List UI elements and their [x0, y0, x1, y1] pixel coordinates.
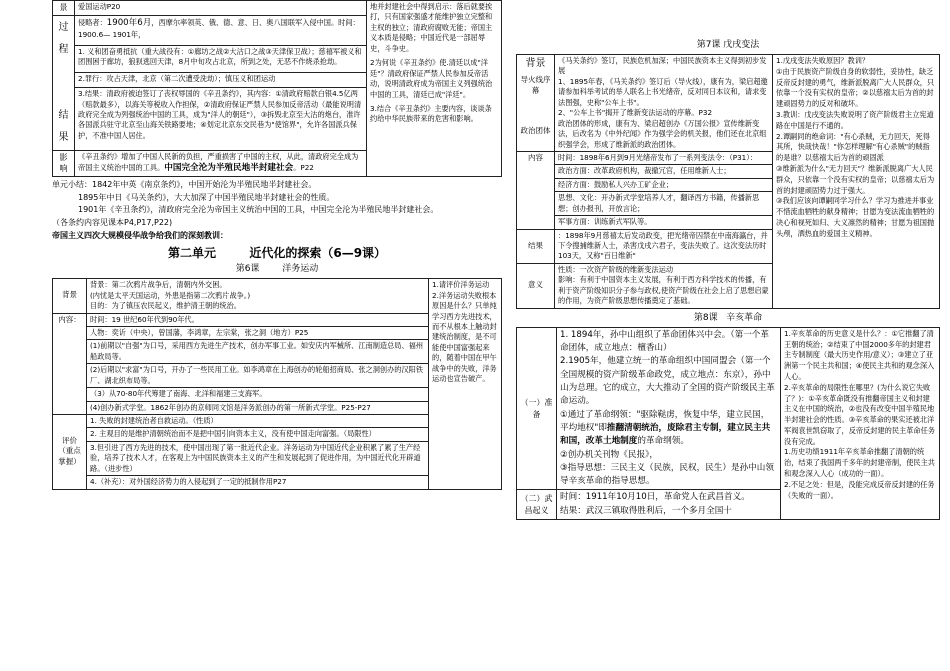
yw-bg-2: (内忧是太平天国运动，外患是指第二次鸦片战争。): [90, 290, 251, 300]
xh-prep-4: ②创办机关刊物《民报》，: [560, 449, 658, 460]
process-result-labels: [53, 15, 75, 150]
reflection-column: [367, 1, 502, 177]
wx-seq-1: 1、1895年春，《马关条约》签订后（导火线），康有为，梁启超邀请参加科举考试的举人联名上书光绪帝，反对同日本议和，请求变法图强，史称"公车上书"。: [558, 76, 768, 107]
wx-content-3: 思想、文化：开办新式学堂培养人才，翻译西方书籍，传播新思想；创办报刊，开放言论；: [555, 192, 772, 216]
wx-content-label: 内容: [517, 151, 555, 229]
summary-line-2: 1895年中日《马关条约》，大大加深了中国半殖民地半封建社会的性质。: [78, 192, 335, 202]
wx-result: ：1898年9月慈禧太后发动政变，把光绪帝囚禁在中南海瀛台，并下令搜捕维新人士，杀害戊戌六君子，变法失败了。这次变法历时103天，又称"百日维新": [555, 229, 773, 263]
westernization-table: [52, 278, 502, 489]
yw-background-cell: [87, 279, 429, 313]
yw-content-cell: [87, 313, 429, 415]
xh-uprising-time: 时间：1911年10月10日，革命党人在武昌首义。: [560, 492, 750, 503]
wx-sequence-label: 导火线序幕: [520, 74, 551, 96]
invaders-cell: [75, 15, 367, 45]
wx-seq-2: 2、"公车上书"揭开了维新变法运动的序幕。P32: [558, 108, 713, 118]
process-1: 1. 义和团奋勇抵抗（重大战役有：①廊坊之战②大沽口之战③天津保卫战）；慈禧军被义和团围困于廊坊，狼狈逃回天津，8月中旬攻占北京，所到之处，无恶不作烧杀抢劫。: [75, 45, 367, 72]
yw-background-label: 背景: [53, 279, 87, 313]
wx-org: 政治团体的形成，康有为、梁启超创办《万国公报》宣传维新变法，后改名为《中外纪闻》作为强学会的机关报，他们还在北京组织强学会，形成了维新派的政治团体。: [558, 118, 767, 149]
wx-background-label: 背景: [525, 58, 546, 70]
yw-bg-3: 目的：为了镇压农民起义，维护清王朝的统治。: [90, 301, 241, 311]
summary-line-1: 单元小结：1842年中英《南京条约》，中国开始沦为半殖民地半封建社会。: [52, 179, 317, 189]
impact-label: 影响: [53, 150, 75, 176]
wx-content-2: 经济方面：鼓励私人兴办工矿企业；: [555, 178, 772, 191]
background-label: 景: [53, 1, 75, 16]
yw-content-people: 人物：奕䜣（中央），曾国藩，李鸿章，左宗棠，张之洞（地方）P25: [87, 326, 428, 339]
invaders-prefix: 侵略者：: [78, 17, 107, 27]
yw-side-questions: 1.请评价洋务运动 2.洋务运动失败根本原因是什么？只单纯学习西方先进技术，而不从根本上触动封建统治制度，是不可能使中国富强起来的，随着中国在甲午战争中的失败，洋务运动也宣告破产。: [429, 279, 502, 489]
reform-table: [516, 54, 940, 309]
unit-title: 第二单元 近代化的探索（6—9课）: [167, 245, 387, 260]
impact-text: 《辛丑条约》增加了中国人民新的负担，严重损害了中国的主权，从此，清政府完全成为帝国主义统治中国的工具。: [78, 151, 359, 173]
reflection-1: 地并封建社会中得到启示：落后就要挨打，只有国家强盛才能维护独立完整和主权的独立；清政府腐败无能；帝国主义本质是侵略；中国近代是一部屈辱史，斗争史。: [370, 2, 493, 53]
result-label: 结果: [58, 109, 69, 143]
boxer-eight-nation-table: [52, 0, 502, 177]
wx-content-time: 时间：1898年6月到9月光绪帝发布了一系列变法令：（P31）：: [555, 152, 772, 165]
impact-tail: 。P22: [293, 163, 314, 173]
invaders-rest: ，西摩尔率领英、俄、德、意、日、奥八国联军入侵中国。时间：1900.6— 1901年，: [78, 17, 360, 39]
wx-org-label: 政治团体: [520, 125, 551, 135]
xh-side-questions: 1.辛亥革命的历史意义是什么？：①它推翻了清王朝的统治；②结束了中国2000多年的封建君主专制制度（最大历史作用/意义）；③建立了亚洲第一个民主共和国；④使民主共和的观念深入人心。 2.辛亥革命的局限性在哪里？(为什么说它失败了？)：①辛亥革命既没有推翻帝国主义和封建主义在中国的统治，②也没有改变中国半殖民地半封建社会的性质。③辛亥革命的果实还被北洋军阀袁世凯窃取了，反帝反封建的民主革命任务没有完成。 1.历史功绩1911年辛亥革命推翻了清朝的统治，结束了我国两千多年的封建帝制，使民主共和观念深入人心（成功的一面）。 2.不足之处：但是，没能完成反帝反封建的任务（失败的一面）。: [781, 327, 940, 519]
yw-content-2: (2)后期以"求富"为口号，开办了一些民用工业。如李鸿章在上海创办的轮船招商局、张之洞创办的汉阳铁厂、湖北织布局等。: [87, 364, 428, 388]
yw-eval-4: 4.（补充）：对外国经济势力的入侵起到了一定的抵制作用P27: [87, 476, 428, 489]
lesson-6-title: 第6课 洋务运动: [235, 264, 319, 275]
wx-meaning-2: 影响：有利于中国资本主义发展，有利于西方科学技术的传播，有利于资产阶级知识分子参与政权,使资产阶级在社会上启了思想启蒙的作用，为资产阶级思想传播奠定了基础。: [558, 275, 769, 306]
xh-program-tail: 的革命纲领。: [637, 436, 689, 447]
wx-labels: [517, 55, 555, 152]
process-label: 过程: [58, 21, 69, 55]
xh-uprising-label: （二）武昌起义: [517, 490, 557, 520]
xh-prep-2: 2.1905年，他建立统一的革命组织中国同盟会（第一个全国规模的资产阶级革命政党，成立地点：东京），孙中山为总理。它的成立，大大推动了全国的资产阶级民主革命运动。: [560, 356, 775, 407]
process-3: 3.结果：清政府被迫签订了丧权辱国的《辛丑条约》，其内容：①清政府赔款白银4.5亿两（赔款最多），以海关等税收入作担保，②清政府保证严禁人民参加反帝活动（最能说明清政府完全成为列强统治中国的工具，成为"洋人的朝廷"），③拆毁北京至大沽的炮台，准许各国派兵驻守北京至山海关铁路要地；④划定北京东交民巷为"使馆界"，允许各国派兵保护，不准中国人居住。: [75, 88, 367, 151]
summary-line-4: （各条约内容见课本P4,P17,P22): [52, 218, 173, 228]
background-text: 爱国运动P20: [75, 1, 367, 16]
reflection-2: 2为何说《辛丑条约》使.清廷以成"洋廷"？清政府保证严禁人民参加反帝活动，说明清政府成为帝国主义列强统治中国的工具，清廷已成"洋廷"。: [370, 58, 493, 99]
reflection-3: 3.结合《辛丑条约》主要内容，谈谈条约给中华民族带来的危害和影响。: [370, 103, 492, 124]
yw-content-3: （3）从70-80年代筹建了南海、北洋和福建三支海军。: [87, 388, 428, 401]
xh-prep-3: [560, 409, 777, 449]
lesson-7-title: 第7课 戊戌变法: [696, 40, 760, 50]
xh-prep-label: （一）准备: [517, 327, 557, 490]
xh-uprising-result: 结果：武汉三镇取得胜利后，一个多月全国十: [560, 505, 732, 516]
xh-program-bold: 推翻清朝统治，废除君主专制，建立民主共和国，改革土地制度: [560, 422, 771, 447]
wx-meaning-cell: [555, 263, 773, 308]
xh-prep-cell: [557, 327, 781, 490]
yw-eval-label: 评价（重点掌握）: [53, 415, 87, 490]
wx-bg: 《马关条约》签订，民族危机加深；中国民族资本主义得到初步发展: [558, 56, 767, 76]
yw-eval-cell: [87, 415, 429, 490]
wx-content-cell: [555, 151, 773, 229]
xh-prep-1: 1. 1894年，孙中山组织了革命团体兴中会。（第一个革命团体，成立地点：檀香山）: [560, 329, 769, 354]
unit-summary: [52, 179, 502, 243]
yw-eval-3: 3.但引进了西方先进的技术，使中国出现了第一批近代企业。洋务运动为中国近代企业积累了累了生产经验，培养了技术人才，在客观上为中国民族资本主义的产生和发展起到了促进作用，为中国近代化开辟道路。（进步性）: [87, 441, 428, 475]
wx-meaning-1: 性质：一次资产阶级的维新变法运动: [558, 264, 674, 274]
lesson-8-title: 第8课 辛亥革命: [693, 312, 763, 323]
impact-bold: 中国完全沦为半殖民地半封建社会: [164, 163, 294, 174]
right-page: [516, 36, 940, 520]
impact-cell: [75, 150, 367, 176]
wx-result-label: 结果: [517, 229, 555, 263]
summary-line-3: 1901年《辛丑条约》，清政府完全沦为帝国主义统治中国的工具，中国完全沦为半殖民地半封建社会。: [78, 205, 439, 215]
xh-program-quote: ①通过了革命纲领："驱除鞑虏，恢复中华，建立民国，平均地权"即: [560, 409, 770, 433]
yw-content-1: (1)前期以"自强"为口号，采用西方先进生产技术，创办军事工业。如安庆内军械所、江南制造总局、福州船政局等。: [87, 340, 428, 364]
left-page: [52, 0, 502, 490]
invaders-year: 1900年6月: [106, 17, 152, 28]
wx-background-cell: [555, 55, 773, 152]
yw-content-4: (4)创办新式学堂。1862年创办的京师同文馆是洋务派创办的第一所新式学堂。P25-P27: [87, 401, 428, 414]
yw-bg-1: 背景：第二次鸦片战争后，清朝内外交困。: [90, 280, 227, 290]
xh-prep-5: ③指导思想：三民主义（民族，民权，民生）是孙中山领导辛亥革命的指导思想。: [560, 462, 774, 487]
lessons-heading: 帝国主义四次大规模侵华战争给我们的深刻教训：: [52, 230, 228, 240]
revolution-table: [516, 327, 940, 520]
process-2: 2.罪行：攻占天津，北京（第二次遭受洗劫）；慎压义和团运动: [75, 72, 367, 87]
yw-content-time: 时间：19 世纪60年代到90年代。: [87, 314, 428, 327]
wx-side-questions: 1.戊戌变法失败原因？教训？ ①由于民族资产阶级自身的软弱性，妥协性，缺乏反帝反封建的勇气，维新派脱离广大人民群众，只依靠一个没有实权的皇帝；②以慈禧太后为首的封建顽固势力的反对和破坏。 3.教训：戊戌变法失败说明了资产阶级君主立宪道路在中国是行不通的。 2.谭嗣同的绝命词："有心杀贼，无力回天，死得其所，快哉快哉！"你怎样理解"有心杀贼"的贼指的是谁？以慈禧太后为首的顽固派 ③维新派为什么"无力回天"？维新派脱离广大人民群众，只依靠一个没有实权的皇帝；以慈禧太后为首的封建顽固势力过于强大。 ③我们应该向谭嗣同学习什么？学习为推进并事业不惜流血牺牲的献身精神；甘愿为变法流血牺牲的决心和视死如归、大义凛然的精神；甘愿为祖国抛头颅，洒热血的爱国主义精神。: [773, 55, 940, 309]
wx-meaning-label: 意义: [517, 263, 555, 308]
wx-content-4: 军事方面：训练新式军队等。: [555, 216, 772, 229]
wx-content-1: 政治方面：改革政府机构，裁撤冗官，任用维新人士；: [555, 165, 772, 178]
xh-uprising-cell: [557, 490, 781, 520]
yw-eval-1: 1. 失败的封建统治者自救运动。（性质）: [87, 415, 428, 428]
yw-eval-2: 2. 主观目的是维护清朝统治而不是把中国引向资本主义，没有使中国走向富强。（局限性）: [87, 428, 428, 441]
yw-content-label: 内容：: [53, 313, 87, 415]
